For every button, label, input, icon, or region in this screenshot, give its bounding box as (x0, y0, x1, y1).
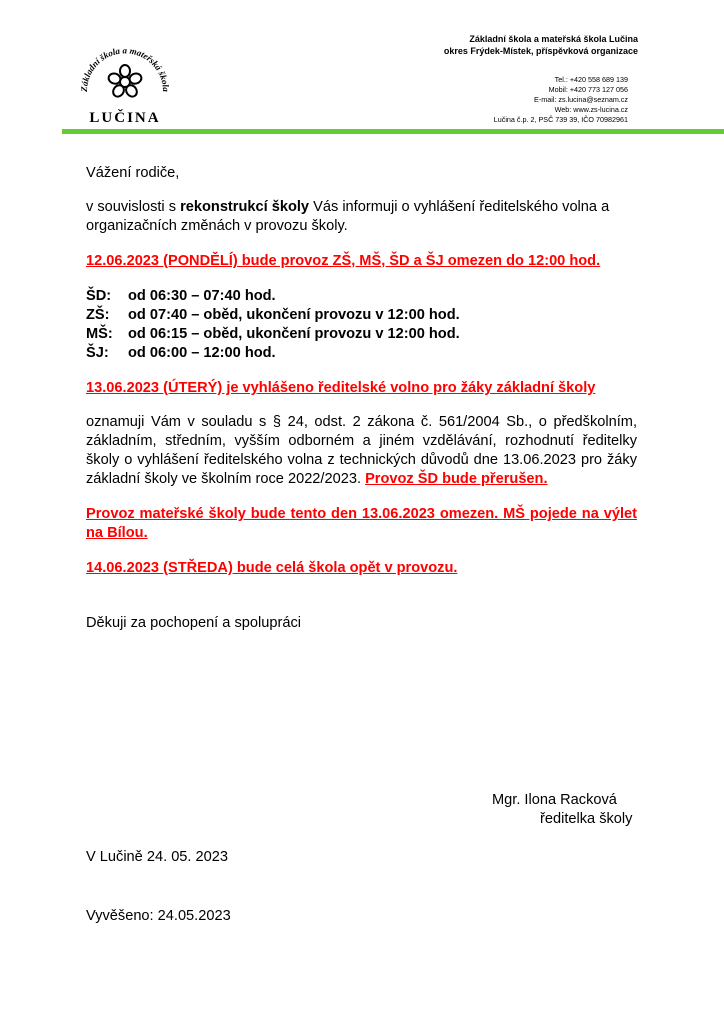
place-date: V Lučině 24. 05. 2023 (86, 849, 228, 865)
body-paragraph (86, 413, 637, 489)
school-logo (70, 34, 180, 128)
salutation: Vážení rodiče, (86, 165, 180, 181)
notice-wednesday: 14.06.2023 (STŘEDA) bude celá škola opět v provozu. (86, 560, 458, 576)
intro-text-1: v souvislosti s (86, 199, 181, 215)
flower-icon (107, 65, 142, 99)
signature-name: Mgr. Ilona Racková (492, 792, 617, 808)
schedule-list (86, 287, 637, 363)
thanks-line: Děkuji za pochopení a spolupráci (86, 615, 301, 631)
contact-web: Web: www.zs-lucina.cz (554, 105, 628, 114)
notice-tuesday: 13.06.2023 (ÚTERÝ) je vyhlášeno ředitelské volno pro žáky základní školy (86, 380, 596, 396)
letter-body (86, 164, 637, 633)
school-name-block (444, 33, 638, 57)
schedule-row: ŠD: od 06:30 – 07:40 hod. (86, 288, 276, 304)
intro-text-bold: rekonstrukcí školy (180, 199, 310, 215)
contact-email: E-mail: zs.lucina@seznam.cz (534, 95, 628, 104)
header-divider (62, 129, 724, 134)
schedule-row: ZŠ: od 07:40 – oběd, ukončení provozu v 12:00 hod. (86, 307, 460, 323)
notice-monday: 12.06.2023 (PONDĚLÍ) bude provoz ZŠ, MŠ, ŠD a ŠJ omezen do 12:00 hod. (86, 253, 601, 269)
signature-title: ředitelka školy (540, 811, 633, 827)
body-red-notice: Provoz ŠD bude přerušen. (365, 471, 548, 487)
signature-block (492, 791, 632, 829)
contact-mobile: Mobil: +420 773 127 056 (548, 85, 628, 94)
contact-address: Lučina č.p. 2, PSČ 739 39, IČO 70982961 (493, 115, 628, 124)
logo-bottom-text: LUČINA (89, 110, 161, 126)
contact-block (494, 75, 628, 125)
contact-tel: Tel.: +420 558 689 139 (554, 75, 628, 84)
logo-arc-text: Základní škola a mateřská škola (78, 45, 172, 93)
intro-paragraph (86, 198, 637, 236)
schedule-row: MŠ: od 06:15 – oběd, ukončení provozu v 12:00 hod. (86, 326, 460, 342)
school-name: Základní škola a mateřská škola Lučina (469, 34, 638, 44)
posted-date: Vyvěšeno: 24.05.2023 (86, 908, 231, 924)
body-text: oznamuji Vám v souladu s § 24, odst. 2 zákona č. 561/2004 Sb., o předškolním, základním, středním, vyšším odborném a jiném vzdělávání, rozhodnutí ředitelky školy o vyhlášení ředitelského volna z technických důvodů dne 13.06.2023 pro žáky základní školy ve školním roce 2022/2023. (86, 414, 637, 487)
schedule-row: ŠJ: od 06:00 – 12:00 hod. (86, 345, 276, 361)
intro-text-2: Vás informuji o vyhlášení ředitelského volna a organizačních změnách v provozu školy. (86, 199, 610, 234)
school-district: okres Frýdek-Místek, příspěvková organizace (443, 46, 638, 56)
notice-kindergarten: Provoz mateřské školy bude tento den 13.06.2023 omezen. MŠ pojede na výlet na Bílou. (86, 506, 637, 541)
